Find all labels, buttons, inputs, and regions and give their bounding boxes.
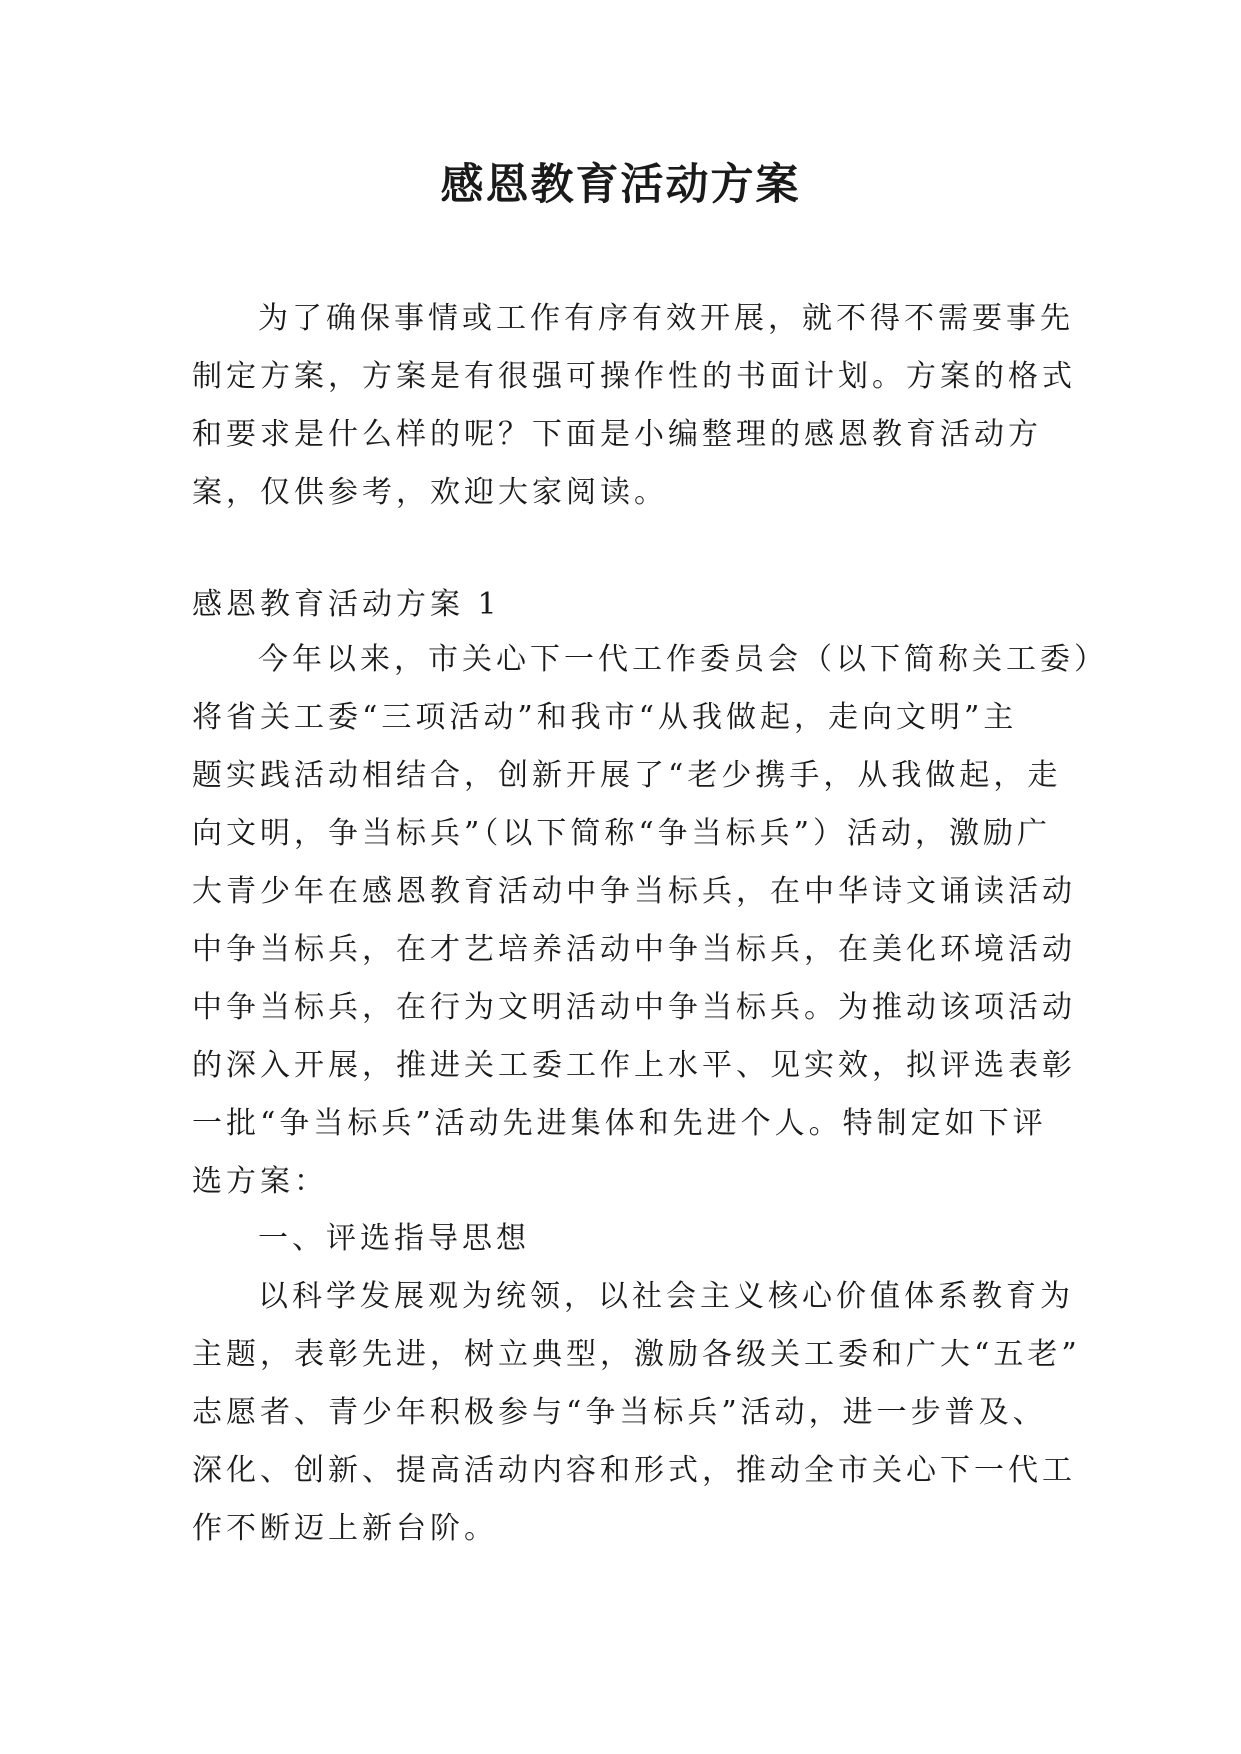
text-line: 大青少年在感恩教育活动中争当标兵，在中华诗文诵读活动 xyxy=(192,874,1076,909)
section-heading xyxy=(192,576,1050,634)
text-line: 的深入开展，推进关工委工作上水平、见实效，拟评选表彰 xyxy=(192,1048,1076,1083)
text-line: 选方案： xyxy=(192,1164,328,1199)
text-line: 主题，表彰先进，树立典型，激励各级关工委和广大“五老” xyxy=(192,1337,1081,1372)
text-line: 案，仅供参考，欢迎大家阅读。 xyxy=(192,475,668,510)
section-heading-text: 感恩教育活动方案 1 xyxy=(192,587,501,622)
text-line: 和要求是什么样的呢？下面是小编整理的感恩教育活动方 xyxy=(192,417,1042,452)
text-line: 将省关工委“三项活动”和我市“从我做起，走向文明”主 xyxy=(192,700,1018,735)
guide-paragraph xyxy=(192,1268,1081,1558)
text-line: 今年以来，市关心下一代工作委员会（以下简称关工委） xyxy=(258,642,1108,677)
subsection-heading-text: 一、评选指导思想 xyxy=(258,1221,530,1256)
text-line: 深化、创新、提高活动内容和形式，推动全市关心下一代工 xyxy=(192,1453,1076,1488)
text-line: 中争当标兵，在才艺培养活动中争当标兵，在美化环境活动 xyxy=(192,932,1076,967)
intro-paragraph xyxy=(192,290,1076,522)
text-line: 题实践活动相结合，创新开展了“老少携手，从我做起，走 xyxy=(192,758,1062,793)
subsection-heading xyxy=(192,1210,1050,1268)
text-line: 一批“争当标兵”活动先进集体和先进个人。特制定如下评 xyxy=(192,1106,1047,1141)
text-line: 向文明，争当标兵”（以下简称“争当标兵”）活动，激励广 xyxy=(192,816,1052,851)
text-line: 中争当标兵，在行为文明活动中争当标兵。为推动该项活动 xyxy=(192,990,1076,1025)
text-line: 以科学发展观为统领，以社会主义核心价值体系教育为 xyxy=(258,1279,1074,1314)
document-title: 感恩教育活动方案 xyxy=(440,160,801,210)
text-line: 志愿者、青少年积极参与“争当标兵”活动，进一步普及、 xyxy=(192,1395,1047,1430)
text-line: 为了确保事情或工作有序有效开展，就不得不需要事先 xyxy=(258,301,1074,336)
text-line: 制定方案，方案是有很强可操作性的书面计划。方案的格式 xyxy=(192,359,1076,394)
body-paragraph xyxy=(192,631,1108,1211)
text-line: 作不断迈上新台阶。 xyxy=(192,1511,498,1546)
